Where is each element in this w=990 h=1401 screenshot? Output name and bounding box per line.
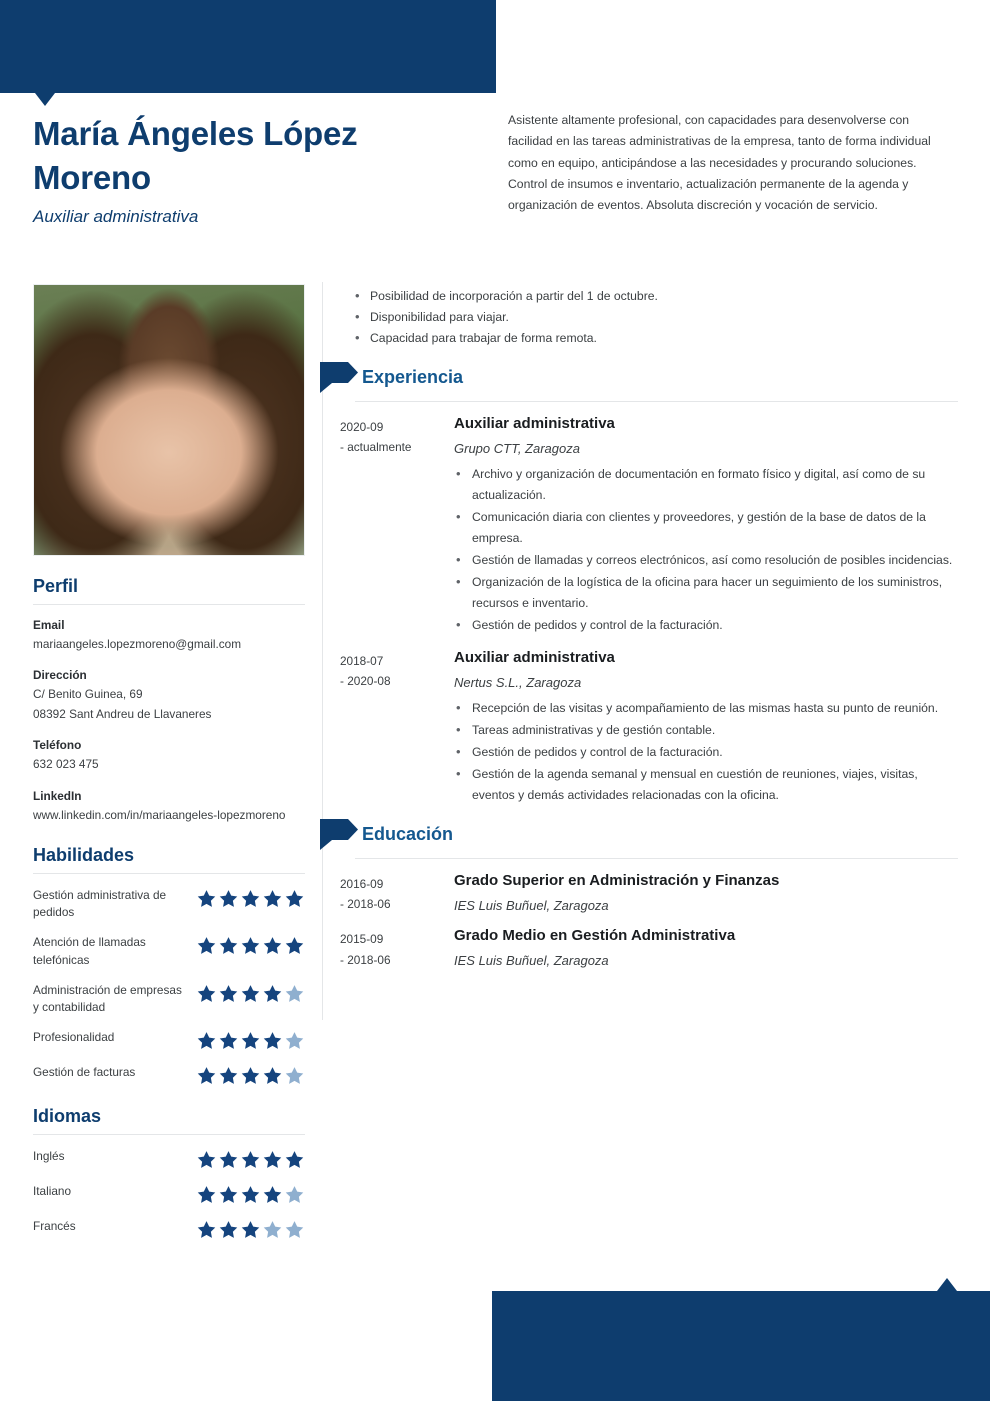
- contact-field: [33, 668, 305, 724]
- star-empty-icon: [284, 1065, 305, 1086]
- star-filled-icon: [240, 1149, 261, 1170]
- experience-rule: [355, 401, 958, 402]
- skill-row: [33, 1064, 305, 1086]
- star-empty-icon: [284, 1184, 305, 1205]
- experience-entry-bullets: [454, 698, 958, 806]
- skill-label: Gestión administrativa de pedidos: [33, 888, 167, 920]
- experience-entry: [340, 415, 958, 636]
- list-item: • Tareas administrativas y de gestión contable.: [454, 720, 958, 741]
- star-filled-icon: [196, 888, 217, 909]
- education-dates: 2015-09 - 2018-06: [340, 932, 391, 967]
- experience-body: [450, 649, 958, 806]
- contact-list: [33, 618, 305, 825]
- language-label: Francés: [33, 1218, 76, 1233]
- list-item: • Archivo y organización de documentación en formato físico y digital, así como de su actualización.: [454, 464, 958, 506]
- list-item: • Capacidad para trabajar de forma remota.: [355, 328, 958, 349]
- skill-label: Profesionalidad: [33, 1029, 115, 1044]
- education-title: Educación: [362, 824, 454, 845]
- list-item: • Comunicación diaria con clientes y proveedores, y gestión de la base de datos de la empresa.: [454, 507, 958, 549]
- education-body: [450, 872, 958, 915]
- star-filled-icon: [196, 935, 217, 956]
- bottom-navy-banner: [492, 1291, 990, 1401]
- education-entry: [340, 927, 958, 970]
- star-filled-icon: [284, 1149, 305, 1170]
- skills-section-title: Habilidades: [33, 845, 135, 866]
- languages-section-rule: [33, 1134, 305, 1135]
- flag-icon: [318, 361, 358, 394]
- education-dates: 2016-09 - 2018-06: [340, 876, 391, 912]
- languages-section: [33, 1106, 305, 1240]
- experience-entry-organization: Grupo CTT, Zaragoza: [454, 440, 580, 456]
- language-row: [33, 1218, 305, 1240]
- experience-entry-title: Auxiliar administrativa: [454, 648, 615, 666]
- skill-row: [33, 934, 305, 968]
- experience-entry: [340, 649, 958, 806]
- education-entries: [340, 872, 958, 970]
- skill-row: [33, 982, 305, 1016]
- contact-value: 632 023 475: [33, 757, 99, 772]
- star-filled-icon: [196, 1149, 217, 1170]
- star-empty-icon: [284, 1219, 305, 1240]
- language-rating: [196, 1183, 305, 1205]
- star-filled-icon: [262, 1149, 283, 1170]
- star-filled-icon: [218, 983, 239, 1004]
- skills-section-rule: [33, 873, 305, 874]
- star-filled-icon: [284, 935, 305, 956]
- star-filled-icon: [196, 1219, 217, 1240]
- flag-icon: [318, 818, 358, 851]
- star-filled-icon: [262, 1184, 283, 1205]
- experience-body: [450, 415, 958, 636]
- job-title-subtitle: Auxiliar administrativa: [33, 207, 199, 227]
- star-filled-icon: [196, 1065, 217, 1086]
- star-filled-icon: [240, 1030, 261, 1051]
- contact-field: [33, 618, 305, 654]
- profile-section: [33, 576, 305, 825]
- professional-summary: Asistente altamente profesional, con capacidades para desenvolverse con facilidad en las tareas administrativas de la empresa, tanto de forma individual como en equipo, anticipándose a las necesidades y procurando soluciones. Control de insumos e inventario, actualización permanente de la agenda y organización de eventos. Absoluta discreción y vocación de servicio.: [508, 113, 931, 213]
- experience-section: [340, 363, 958, 806]
- main-column: [340, 286, 958, 970]
- skill-label: Gestión de facturas: [33, 1064, 136, 1079]
- contact-value: C/ Benito Guinea, 69: [33, 687, 143, 702]
- star-filled-icon: [240, 1065, 261, 1086]
- education-body: [450, 927, 958, 970]
- contact-label: Dirección: [33, 668, 87, 683]
- education-entry-title: Grado Superior en Administración y Finanzas: [454, 871, 780, 889]
- experience-entry-organization: Nertus S.L., Zaragoza: [454, 674, 582, 690]
- skill-rating: [196, 887, 305, 909]
- education-rule: [355, 858, 958, 859]
- list-item: • Gestión de pedidos y control de la facturación.: [454, 742, 958, 763]
- star-filled-icon: [240, 1184, 261, 1205]
- star-empty-icon: [284, 983, 305, 1004]
- star-filled-icon: [196, 983, 217, 1004]
- education-entry-organization: IES Luis Buñuel, Zaragoza: [454, 897, 609, 913]
- star-filled-icon: [240, 888, 261, 909]
- profile-photo: [33, 284, 305, 556]
- bottom-banner-notch: [937, 1278, 957, 1291]
- star-filled-icon: [240, 935, 261, 956]
- star-filled-icon: [218, 1184, 239, 1205]
- contact-field: [33, 738, 305, 774]
- list-item: • Gestión de pedidos y control de la facturación.: [454, 615, 958, 636]
- list-item: • Posibilidad de incorporación a partir del 1 de octubre.: [355, 286, 958, 307]
- list-item: • Gestión de la agenda semanal y mensual en cuestión de reuniones, viajes, visitas, eventos y demás actividades relacionadas con la oficina.: [454, 764, 958, 806]
- profile-section-rule: [33, 604, 305, 605]
- skill-rating: [196, 1029, 305, 1051]
- star-filled-icon: [218, 935, 239, 956]
- skill-label: Administración de empresas y contabilidad: [33, 982, 182, 1014]
- star-filled-icon: [262, 935, 283, 956]
- list-item: • Gestión de llamadas y correos electrónicos, así como resolución de posibles incidencias.: [454, 550, 958, 571]
- experience-entry-bullets: [454, 464, 958, 636]
- skill-label: Atención de llamadas telefónicas: [33, 935, 146, 967]
- cv-header: [33, 112, 483, 227]
- language-label: Inglés: [33, 1148, 65, 1163]
- skill-rating: [196, 982, 305, 1004]
- star-filled-icon: [218, 1219, 239, 1240]
- education-heading: [318, 820, 958, 850]
- language-rating: [196, 1148, 305, 1170]
- star-filled-icon: [196, 1184, 217, 1205]
- contact-field: [33, 789, 305, 825]
- page-title: María Ángeles López Moreno: [33, 115, 358, 196]
- experience-entry-title: Auxiliar administrativa: [454, 414, 615, 432]
- availability-bullets: [340, 286, 958, 349]
- language-label: Italiano: [33, 1183, 72, 1198]
- star-filled-icon: [262, 1065, 283, 1086]
- education-entry-organization: IES Luis Buñuel, Zaragoza: [454, 953, 609, 969]
- star-filled-icon: [262, 983, 283, 1004]
- experience-heading: [318, 363, 958, 393]
- languages-list: [33, 1148, 305, 1240]
- star-filled-icon: [218, 1149, 239, 1170]
- language-row: [33, 1148, 305, 1170]
- star-empty-icon: [284, 1030, 305, 1051]
- skills-section: [33, 845, 305, 1086]
- star-filled-icon: [218, 888, 239, 909]
- star-filled-icon: [240, 983, 261, 1004]
- star-filled-icon: [262, 888, 283, 909]
- skill-row: [33, 887, 305, 921]
- contact-value: mariaangeles.lopezmoreno@gmail.com: [33, 637, 242, 651]
- contact-label: Teléfono: [33, 738, 82, 753]
- contact-value: 08392 Sant Andreu de Llavaneres: [33, 706, 212, 721]
- star-filled-icon: [196, 1030, 217, 1051]
- star-filled-icon: [262, 1030, 283, 1051]
- experience-dates: 2018-07 - 2020-08: [340, 653, 391, 689]
- experience-entries: [340, 415, 958, 806]
- education-entry-title: Grado Medio en Gestión Administrativa: [454, 927, 736, 945]
- profile-section-title: Perfil: [33, 576, 79, 596]
- language-row: [33, 1183, 305, 1205]
- contact-label: Email: [33, 618, 65, 632]
- star-filled-icon: [218, 1030, 239, 1051]
- star-filled-icon: [218, 1065, 239, 1086]
- experience-dates: 2020-09 - actualmente: [340, 419, 412, 455]
- contact-label: LinkedIn: [33, 788, 82, 803]
- skill-rating: [196, 934, 305, 956]
- list-item: • Disponibilidad para viajar.: [355, 307, 958, 328]
- top-banner-notch: [35, 93, 55, 106]
- education-section: [340, 820, 958, 970]
- experience-title: Experiencia: [362, 367, 464, 388]
- skills-list: [33, 887, 305, 1086]
- contact-value: www.linkedin.com/in/mariaangeles-lopezmoreno: [33, 807, 286, 822]
- star-empty-icon: [262, 1219, 283, 1240]
- list-item: • Organización de la logística de la oficina para hacer un seguimiento de los suministros, recursos e inventario.: [454, 572, 958, 614]
- list-item: • Recepción de las visitas y acompañamiento de las mismas hasta su punto de reunión.: [454, 698, 958, 719]
- language-rating: [196, 1218, 305, 1240]
- top-navy-banner: [0, 0, 496, 93]
- skill-row: [33, 1029, 305, 1051]
- star-filled-icon: [240, 1219, 261, 1240]
- sidebar: [33, 284, 305, 1253]
- star-filled-icon: [284, 888, 305, 909]
- education-entry: [340, 872, 958, 915]
- skill-rating: [196, 1064, 305, 1086]
- languages-section-title: Idiomas: [33, 1105, 102, 1126]
